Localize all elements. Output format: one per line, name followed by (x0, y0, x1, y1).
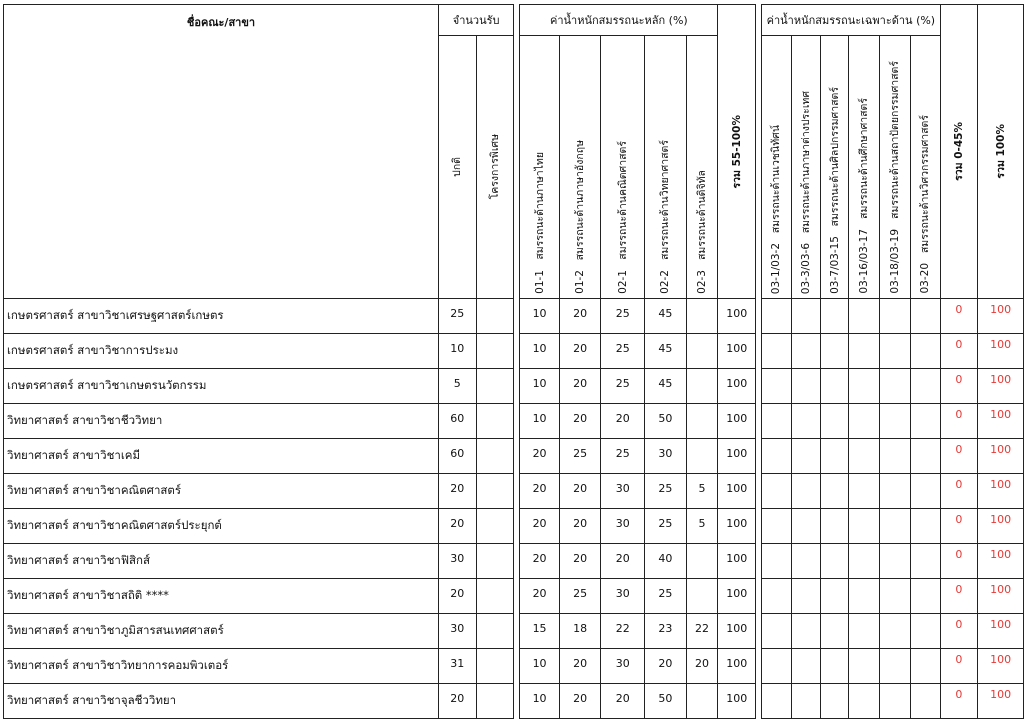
core-weight-cell: 40 (645, 544, 687, 579)
program-name-cell: วิทยาศาสตร์ สาขาวิชาเคมี (4, 439, 439, 474)
spec-weight-cell (791, 509, 820, 544)
weighting-table-sheet (3, 4, 1024, 719)
core-col-header-thai: สมรรถนะด้านภาษาไทย 01-1 (520, 36, 560, 299)
core-weight-cell: 20 (559, 404, 601, 439)
core-weight-cell: 20 (559, 299, 601, 334)
table-row (4, 404, 1024, 439)
spec-col-header-5: สมรรถนะด้านสถาปัตยกรรมศาสตร์ 03-18/03-19 (880, 36, 911, 299)
core-weight-cell: 25 (559, 439, 601, 474)
spec-col-header-1: สมรรถนะด้านเวชนิทัศน์ 03-1/03-2 (762, 36, 792, 299)
grand-total-cell: 100 (978, 579, 1024, 614)
core-total-cell: 100 (718, 614, 756, 649)
table-row (4, 334, 1024, 369)
spec-col-header-4: สมรรถนะด้านศึกษาศาสตร์ 03-16/03-17 (849, 36, 880, 299)
spec-weight-cell (880, 439, 911, 474)
core-weight-cell: 20 (559, 684, 601, 719)
core-weight-cell: 20 (520, 474, 560, 509)
table-body (4, 299, 1024, 719)
grand-total-cell: 100 (978, 649, 1024, 684)
spec-weight-cell (880, 579, 911, 614)
spec-weight-cell (910, 509, 940, 544)
core-weight-cell: 30 (601, 509, 645, 544)
core-weight-cell: 25 (601, 299, 645, 334)
core-weight-cell: 20 (559, 649, 601, 684)
spec-weight-cell (762, 474, 792, 509)
program-name-cell: วิทยาศาสตร์ สาขาวิชาคณิตศาสตร์ประยุกต์ (4, 509, 439, 544)
grand-total-cell: 100 (978, 299, 1024, 334)
core-total-header: รวม 55-100% (718, 5, 756, 299)
grand-total-cell: 100 (978, 614, 1024, 649)
spec-weight-cell (880, 509, 911, 544)
admit-normal-cell: 20 (438, 474, 476, 509)
spec-weight-cell (880, 299, 911, 334)
core-total-cell: 100 (718, 439, 756, 474)
table-row (4, 579, 1024, 614)
admit-normal-cell: 30 (438, 614, 476, 649)
spec-weight-cell (820, 544, 849, 579)
spec-weight-cell (849, 334, 880, 369)
program-name-cell: วิทยาศาสตร์ สาขาวิชาวิทยาการคอมพิวเตอร์ (4, 649, 439, 684)
core-total-cell: 100 (718, 684, 756, 719)
spec-total-cell: 0 (940, 334, 978, 369)
spec-weight-cell (820, 509, 849, 544)
spec-total-cell: 0 (940, 404, 978, 439)
spec-weight-cell (762, 509, 792, 544)
spec-weight-cell (880, 614, 911, 649)
spec-weight-cell (910, 544, 940, 579)
core-weight-cell: 30 (601, 474, 645, 509)
admit-normal-cell: 10 (438, 334, 476, 369)
spec-weight-cell (820, 684, 849, 719)
admit-normal-cell: 20 (438, 684, 476, 719)
spec-weight-cell (849, 299, 880, 334)
program-name-cell: วิทยาศาสตร์ สาขาวิชาชีววิทยา (4, 404, 439, 439)
admit-special-cell (476, 439, 514, 474)
spec-total-cell: 0 (940, 299, 978, 334)
spec-weight-cell (849, 439, 880, 474)
spec-weight-cell (880, 334, 911, 369)
admit-special-cell (476, 474, 514, 509)
spec-weight-cell (791, 579, 820, 614)
core-weight-cell: 25 (559, 579, 601, 614)
core-weight-cell: 15 (520, 614, 560, 649)
core-weight-cell: 10 (520, 404, 560, 439)
grand-total-cell: 100 (978, 544, 1024, 579)
core-total-cell: 100 (718, 369, 756, 404)
spec-total-cell: 0 (940, 684, 978, 719)
spec-weight-cell (849, 684, 880, 719)
spec-weight-cell (910, 439, 940, 474)
program-name-cell: วิทยาศาสตร์ สาขาวิชาฟิสิกส์ (4, 544, 439, 579)
spec-weight-cell (791, 684, 820, 719)
core-total-cell: 100 (718, 649, 756, 684)
admit-normal-header: ปกติ (438, 36, 476, 299)
spec-weight-cell (762, 369, 792, 404)
table-row (4, 369, 1024, 404)
admit-normal-cell: 25 (438, 299, 476, 334)
spec-weight-cell (910, 684, 940, 719)
admit-normal-cell: 60 (438, 404, 476, 439)
core-weight-cell: 22 (601, 614, 645, 649)
core-weight-cell: 20 (559, 369, 601, 404)
spec-weight-cell (791, 439, 820, 474)
core-weight-cell: 18 (559, 614, 601, 649)
core-weight-cell: 20 (520, 544, 560, 579)
spec-weight-cell (791, 369, 820, 404)
spec-weight-cell (820, 614, 849, 649)
core-total-cell: 100 (718, 474, 756, 509)
spec-weight-cell (762, 299, 792, 334)
spec-weight-cell (880, 684, 911, 719)
spec-weight-cell (849, 614, 880, 649)
admit-normal-cell: 30 (438, 544, 476, 579)
core-weight-cell: 25 (645, 474, 687, 509)
faculty-column-header: ชื่อคณะ/สาขา (4, 5, 439, 299)
core-weight-cell: 25 (645, 579, 687, 614)
core-weight-cell: 20 (686, 649, 718, 684)
program-name-cell: วิทยาศาสตร์ สาขาวิชาคณิตศาสตร์ (4, 474, 439, 509)
core-weight-cell: 45 (645, 369, 687, 404)
spec-weight-cell (762, 404, 792, 439)
core-weight-cell: 20 (559, 334, 601, 369)
admit-special-cell (476, 509, 514, 544)
spec-total-cell: 0 (940, 439, 978, 474)
core-col-header-science: สมรรถนะด้านวิทยาศาสตร์ 02-2 (645, 36, 687, 299)
spec-weight-cell (820, 369, 849, 404)
spec-weight-cell (910, 579, 940, 614)
spec-weight-cell (849, 509, 880, 544)
spec-weight-cell (849, 544, 880, 579)
program-name-cell: วิทยาศาสตร์ สาขาวิชาจุลชีววิทยา (4, 684, 439, 719)
core-weight-cell: 23 (645, 614, 687, 649)
core-weight-cell: 5 (686, 474, 718, 509)
program-name-cell: วิทยาศาสตร์ สาขาวิชาสถิติ **** (4, 579, 439, 614)
admit-special-cell (476, 684, 514, 719)
admit-normal-cell: 20 (438, 509, 476, 544)
grand-total-cell: 100 (978, 439, 1024, 474)
admit-special-cell (476, 369, 514, 404)
program-name-cell: เกษตรศาสตร์ สาขาวิชาเศรษฐศาสตร์เกษตร (4, 299, 439, 334)
admit-special-cell (476, 404, 514, 439)
core-weight-cell: 20 (645, 649, 687, 684)
core-weight-cell: 30 (601, 649, 645, 684)
spec-group-header: ค่าน้ำหนักสมรรถนะเฉพาะด้าน (%) (762, 5, 941, 36)
core-weight-cell: 50 (645, 404, 687, 439)
core-weight-cell: 10 (520, 369, 560, 404)
table-row (4, 509, 1024, 544)
grand-total-cell: 100 (978, 474, 1024, 509)
core-weight-cell: 22 (686, 614, 718, 649)
core-weight-cell (686, 439, 718, 474)
core-col-header-digital: สมรรถนะด้านดิจิทัล 02-3 (686, 36, 718, 299)
spec-weight-cell (762, 439, 792, 474)
spec-total-cell: 0 (940, 544, 978, 579)
admit-normal-cell: 20 (438, 579, 476, 614)
spec-weight-cell (910, 614, 940, 649)
spec-weight-cell (820, 439, 849, 474)
core-weight-cell (686, 684, 718, 719)
admit-normal-cell: 5 (438, 369, 476, 404)
admit-special-cell (476, 544, 514, 579)
spec-col-header-3: สมรรถนะด้านศิลปกรรมศาสตร์ 03-7/03-15 (820, 36, 849, 299)
core-weight-cell: 10 (520, 334, 560, 369)
spec-total-cell: 0 (940, 579, 978, 614)
spec-weight-cell (849, 404, 880, 439)
spec-total-cell: 0 (940, 509, 978, 544)
spec-weight-cell (820, 474, 849, 509)
spec-weight-cell (910, 404, 940, 439)
spec-weight-cell (791, 404, 820, 439)
core-group-header: ค่าน้ำหนักสมรรถนะหลัก (%) (520, 5, 718, 36)
core-total-cell: 100 (718, 509, 756, 544)
table-row (4, 299, 1024, 334)
table-row (4, 474, 1024, 509)
grand-total-cell: 100 (978, 509, 1024, 544)
core-weight-cell: 20 (559, 474, 601, 509)
core-weight-cell: 20 (601, 684, 645, 719)
core-weight-cell (686, 544, 718, 579)
core-weight-cell: 20 (520, 509, 560, 544)
spec-total-cell: 0 (940, 614, 978, 649)
table-row (4, 439, 1024, 474)
spec-weight-cell (762, 684, 792, 719)
grand-total-cell: 100 (978, 369, 1024, 404)
spec-weight-cell (791, 614, 820, 649)
core-total-cell: 100 (718, 299, 756, 334)
core-weight-cell: 20 (520, 579, 560, 614)
spec-weight-cell (880, 404, 911, 439)
spec-weight-cell (762, 544, 792, 579)
spec-weight-cell (849, 474, 880, 509)
spec-weight-cell (791, 299, 820, 334)
admit-special-cell (476, 334, 514, 369)
core-weight-cell: 25 (601, 334, 645, 369)
program-name-cell: เกษตรศาสตร์ สาขาวิชาการประมง (4, 334, 439, 369)
spec-total-cell: 0 (940, 474, 978, 509)
spec-total-cell: 0 (940, 369, 978, 404)
spec-total-cell: 0 (940, 649, 978, 684)
grand-total-cell: 100 (978, 404, 1024, 439)
table-row (4, 544, 1024, 579)
core-weight-cell: 25 (601, 439, 645, 474)
table-row (4, 614, 1024, 649)
table-row (4, 684, 1024, 719)
core-col-header-math: สมรรถนะด้านคณิตศาสตร์ 02-1 (601, 36, 645, 299)
spec-weight-cell (849, 579, 880, 614)
spec-weight-cell (910, 474, 940, 509)
core-weight-cell: 20 (601, 544, 645, 579)
spec-weight-cell (762, 334, 792, 369)
core-weight-cell: 20 (559, 509, 601, 544)
core-total-cell: 100 (718, 334, 756, 369)
spec-weight-cell (791, 474, 820, 509)
spec-weight-cell (880, 544, 911, 579)
core-weight-cell: 5 (686, 509, 718, 544)
core-weight-cell (686, 334, 718, 369)
admit-special-cell (476, 579, 514, 614)
core-total-cell: 100 (718, 404, 756, 439)
grand-total-cell: 100 (978, 684, 1024, 719)
core-weight-cell: 25 (645, 509, 687, 544)
core-weight-cell: 20 (520, 439, 560, 474)
spec-weight-cell (820, 299, 849, 334)
weighting-table (3, 4, 1024, 719)
admit-normal-cell: 31 (438, 649, 476, 684)
program-name-cell: วิทยาศาสตร์ สาขาวิชาภูมิสารสนเทศศาสตร์ (4, 614, 439, 649)
spec-weight-cell (880, 474, 911, 509)
core-weight-cell: 10 (520, 684, 560, 719)
admit-special-header: โครงการพิเศษ (476, 36, 514, 299)
core-weight-cell (686, 404, 718, 439)
admit-group-header: จำนวนรับ (438, 5, 513, 36)
core-weight-cell: 10 (520, 649, 560, 684)
core-weight-cell (686, 579, 718, 614)
admit-normal-cell: 60 (438, 439, 476, 474)
core-total-cell: 100 (718, 579, 756, 614)
core-weight-cell: 20 (559, 544, 601, 579)
core-weight-cell: 10 (520, 299, 560, 334)
spec-col-header-2: สมรรถนะด้านภาษาต่างประเทศ 03-3/03-6 (791, 36, 820, 299)
core-weight-cell (686, 299, 718, 334)
spec-weight-cell (910, 369, 940, 404)
core-weight-cell: 30 (645, 439, 687, 474)
program-name-cell: เกษตรศาสตร์ สาขาวิชาเกษตรนวัตกรรม (4, 369, 439, 404)
core-weight-cell: 45 (645, 299, 687, 334)
core-weight-cell: 20 (601, 404, 645, 439)
core-col-header-english: สมรรถนะด้านภาษาอังกฤษ 01-2 (559, 36, 601, 299)
spec-weight-cell (849, 369, 880, 404)
spec-weight-cell (762, 579, 792, 614)
spec-weight-cell (791, 544, 820, 579)
admit-special-cell (476, 299, 514, 334)
spec-weight-cell (762, 614, 792, 649)
spec-weight-cell (910, 334, 940, 369)
core-total-cell: 100 (718, 544, 756, 579)
spec-weight-cell (820, 579, 849, 614)
core-weight-cell: 45 (645, 334, 687, 369)
spec-weight-cell (820, 334, 849, 369)
admit-special-cell (476, 614, 514, 649)
grand-total-header: รวม 100% (978, 5, 1024, 299)
grand-total-cell: 100 (978, 334, 1024, 369)
spec-weight-cell (820, 404, 849, 439)
spec-weight-cell (910, 299, 940, 334)
spec-col-header-6: สมรรถนะด้านวิศวกรรมศาสตร์ 03-20 (910, 36, 940, 299)
core-weight-cell: 30 (601, 579, 645, 614)
core-weight-cell (686, 369, 718, 404)
spec-total-header: รวม 0-45% (940, 5, 978, 299)
spec-weight-cell (791, 334, 820, 369)
spec-weight-cell (880, 369, 911, 404)
core-weight-cell: 50 (645, 684, 687, 719)
core-weight-cell: 25 (601, 369, 645, 404)
